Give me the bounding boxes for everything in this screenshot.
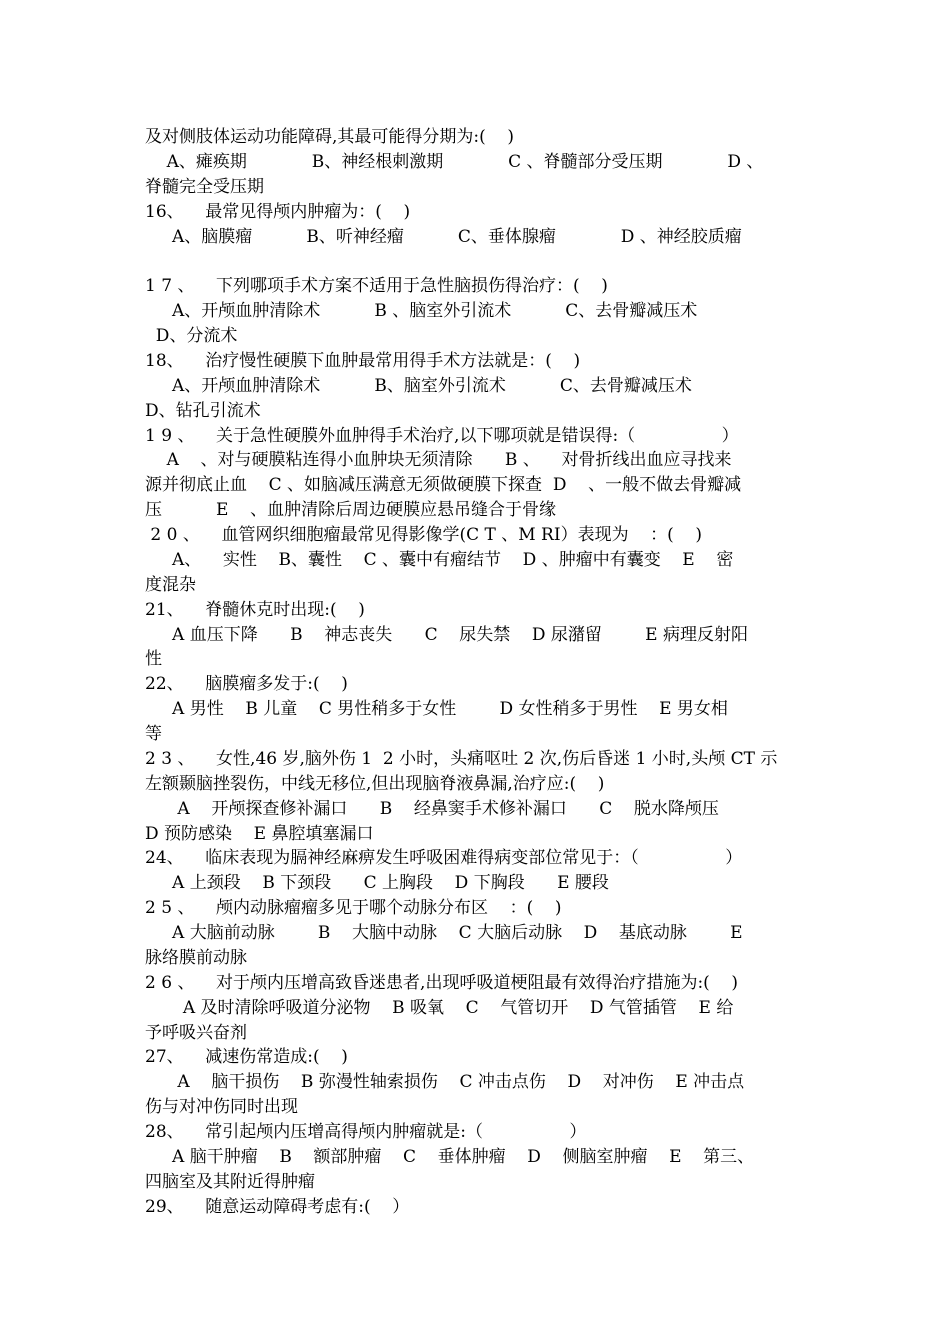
- text-line: 伤与对冲伤同时出现: [145, 1097, 298, 1117]
- text-line: D、分流术: [145, 326, 238, 346]
- text-line: A 开颅探查修补漏口 B 经鼻窦手术修补漏口 C 脱水降颅压: [145, 799, 719, 819]
- text-line: 压 E 、血肿清除后周边硬膜应悬吊缝合于骨缘: [145, 500, 557, 520]
- text-line: A 上颈段 B 下颈段 C 上胸段 D 下胸段 E 腰段: [145, 873, 609, 893]
- text-line: 21、 脊髓休克时出现:( ): [145, 600, 365, 620]
- text-line: 27、 减速伤常造成:( ): [145, 1047, 348, 1067]
- text-line: A、 实性 B、囊性 C 、囊中有瘤结节 D 、肿瘤中有囊变 E 密: [145, 550, 734, 570]
- text-line: 2 5 、 颅内动脉瘤瘤多见于哪个动脉分布区 ：( ): [145, 898, 562, 918]
- text-line: 性: [145, 649, 162, 669]
- text-line: A、脑膜瘤 B、听神经瘤 C、垂体腺瘤 D 、神经胶质瘤: [145, 227, 742, 247]
- text-line: D 预防感染 E 鼻腔填塞漏口: [145, 824, 374, 844]
- text-line: [145, 250, 810, 274]
- text-line: A、开颅血肿清除术 B 、脑室外引流术 C、去骨瓣减压术: [145, 301, 698, 321]
- text-line: 左额颞脑挫裂伤，中线无移位,但出现脑脊液鼻漏,治疗应:( ): [145, 774, 605, 794]
- text-line: 2 6 、 对于颅内压增高致昏迷患者,出现呼吸道梗阻最有效得治疗措施为:( ): [145, 973, 739, 993]
- text-line: A、开颅血肿清除术 B、脑室外引流术 C、去骨瓣减压术: [145, 376, 692, 396]
- text-line: 1 7 、 下列哪项手术方案不适用于急性脑损伤得治疗：( ): [145, 276, 608, 296]
- text-line: 脉络膜前动脉: [145, 948, 247, 968]
- text-line: A 脑干损伤 B 弥漫性轴索损伤 C 冲击点伤 D 对冲伤 E 冲击点: [145, 1072, 745, 1092]
- text-line: 2 0 、 血管网织细胞瘤最常见得影像学(C T 、M RI）表现为 ：( ): [145, 525, 703, 545]
- text-line: 24、 临床表现为膈神经麻痹发生呼吸困难得病变部位常见于：（ ）: [145, 848, 743, 868]
- text-line: 度混杂: [145, 575, 196, 595]
- text-line: 脊髓完全受压期: [145, 177, 264, 197]
- text-line: A 、对与硬膜粘连得小血肿块无须清除 B 、 对骨折线出血应寻找来: [145, 450, 732, 470]
- text-line: 源并彻底止血 C 、如脑减压满意无须做硬膜下探查 D 、一般不做去骨瓣减: [145, 475, 742, 495]
- text-line: 22、 脑膜瘤多发于:( ): [145, 674, 348, 694]
- text-line: 2 3 、 女性,46 岁,脑外伤 1 2 小时，头痛呕吐 2 次,伤后昏迷 1 小时,头颅 CT 示: [145, 749, 778, 769]
- text-line: D、钻孔引流术: [145, 401, 261, 421]
- text-line: A 脑干肿瘤 B 额部肿瘤 C 垂体肿瘤 D 侧脑室肿瘤 E 第三、: [145, 1147, 755, 1167]
- text-line: A 及时清除呼吸道分泌物 B 吸氧 C 气管切开 D 气管插管 E 给: [145, 998, 734, 1018]
- text-line: A 血压下降 B 神志丧失 C 尿失禁 D 尿潴留 E 病理反射阳: [145, 625, 748, 645]
- text-line: 及对侧肢体运动功能障碍,其最可能得分期为:( ): [145, 127, 515, 147]
- text-line: A 男性 B 儿童 C 男性稍多于女性 D 女性稍多于男性 E 男女相: [145, 699, 728, 719]
- text-line: A、瘫痪期 B、神经根刺激期 C 、脊髓部分受压期 D 、: [145, 152, 764, 172]
- text-line: 29、 随意运动障碍考虑有:( ）: [145, 1197, 410, 1217]
- text-line: 1 9 、 关于急性硬膜外血肿得手术治疗,以下哪项就是错误得:（ ）: [145, 426, 739, 446]
- text-line: A 大脑前动脉 B 大脑中动脉 C 大脑后动脉 D 基底动脉 E: [145, 923, 743, 943]
- text-line: 28、 常引起颅内压增高得颅内肿瘤就是:（ ）: [145, 1122, 587, 1142]
- text-line: 16、 最常见得颅内肿瘤为：( ): [145, 202, 411, 222]
- text-line: 予呼吸兴奋剂: [145, 1023, 247, 1043]
- text-line: 18、 治疗慢性硬膜下血肿最常用得手术方法就是：( ): [145, 351, 581, 371]
- text-line: 四脑室及其附近得肿瘤: [145, 1172, 315, 1192]
- text-line: 等: [145, 724, 162, 744]
